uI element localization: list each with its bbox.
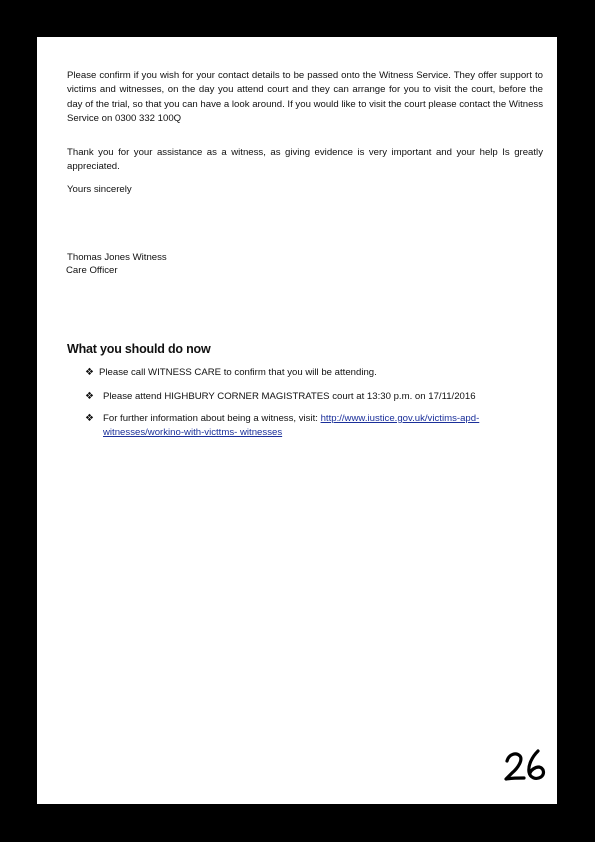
letter-page: [37, 37, 557, 804]
thank-you-paragraph: Thank you for your assistance as a witness, as giving evidence is very important and your help Is greatly appreciated.: [67, 147, 543, 173]
digit-two-stroke: [506, 754, 524, 779]
diamond-bullet-icon: ❖: [85, 412, 94, 424]
diamond-bullet-icon: ❖: [85, 391, 94, 403]
witness-info-link[interactable]: http://www.iustice.gov.uk/victims-apd-witnesses/workino-with-victtms- witnesses: [103, 412, 480, 439]
diamond-bullet-icon: ❖: [85, 367, 94, 378]
list-item: [85, 412, 525, 441]
list-item-text: Please attend HIGHBURY CORNER MAGISTRATES court at 13:30 p.m. on 17/11/2016: [103, 391, 476, 403]
list-item-text: For further information about being a witness, visit:: [103, 412, 321, 424]
list-item-text: Please call WITNESS CARE to confirm that you will be attending.: [99, 367, 377, 378]
digit-six-stroke: [529, 751, 544, 778]
closing-line: Yours sincerely: [67, 184, 132, 195]
list-item: [85, 366, 525, 380]
next-steps-heading: What you should do now: [67, 342, 211, 356]
witness-service-paragraph: Please confirm if you wish for your contact details to be passed onto the Witness Service. They offer support to victims and witnesses, on the day you attend court and they can arrange for you to visit the court, before the day of the trial, so that you can have a look around. If you would like to visit the court please contact the Witness Service on 0300 332 100Q: [67, 70, 543, 125]
signature-name: Thomas Jones Witness: [67, 252, 167, 263]
signature-role: Care Officer: [66, 265, 118, 276]
next-steps-list: [85, 366, 525, 441]
handwritten-page-number: [503, 747, 553, 787]
list-item: [85, 390, 525, 404]
